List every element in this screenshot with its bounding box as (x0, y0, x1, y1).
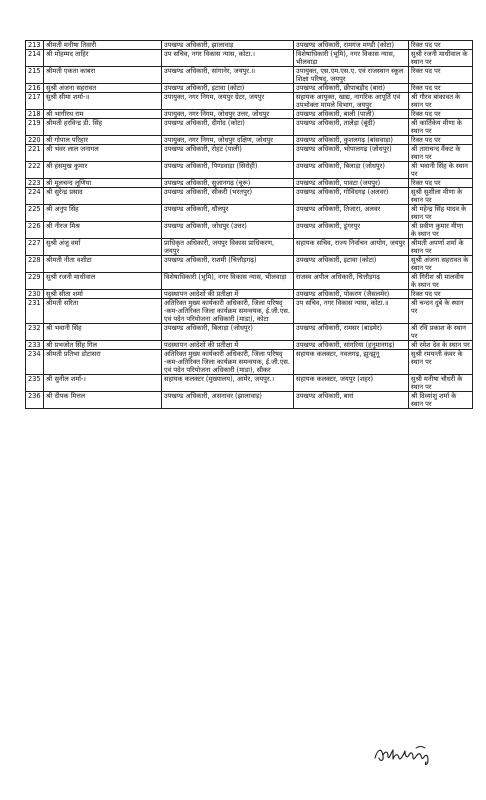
new-posting-cell: विशेषाधिकारी (भूमि), नगर विकास न्यास, भीलवाड़ा (294, 50, 409, 67)
current-posting-cell: उपखण्ड अधिकारी, धौलपुर (162, 205, 294, 222)
row-number-cell: 234 (26, 350, 44, 375)
new-posting-cell: उपखण्ड अधिकारी, बिलाड़ा (जोधपुर) (294, 162, 409, 179)
new-posting-cell: उपखण्ड अधिकारी, भोपालगढ़ (जोधपुर) (294, 145, 409, 162)
row-number-cell: 226 (26, 222, 44, 239)
new-posting-cell: सहायक सचिव, राज्य निर्वाचन आयोग, जयपुर (294, 239, 409, 256)
officer-name-cell: श्री हंसमुख कुमार (44, 162, 162, 179)
row-number-cell: 225 (26, 205, 44, 222)
current-posting-cell: सहायक कलक्टर (मुख्यालय), आमेर, जयपुर.। (162, 375, 294, 392)
current-posting-cell: उपखण्ड अधिकारी, दीगोद (कोटा) (162, 119, 294, 136)
row-number-cell: 224 (26, 188, 44, 205)
new-posting-cell: उपखण्ड अधिकारी, छीपाबड़ौद (बारां) (294, 84, 409, 93)
current-posting-cell: अतिरिक्त मुख्य कार्यकारी अधिकारी, जिला परिषद् -कम-अतिरिक्त जिला कार्यक्रम समन्वयक, ई.जी.एस. एवं पदेन परियोजना अधिकारी (माडा), सीकर (162, 350, 294, 375)
remark-cell: श्रीमती अपर्णा शर्मा के स्थान पर (409, 239, 473, 256)
remark-cell: श्री चन्दन दुबे के स्थान पर (409, 299, 473, 324)
row-number-cell: 232 (26, 324, 44, 341)
table-row (26, 350, 473, 375)
table-row (26, 50, 473, 67)
row-number-cell: 214 (26, 50, 44, 67)
table-row (26, 188, 473, 205)
new-posting-cell: सहायक आयुक्त, खाद्य, नागरिक आपूर्ति एवं उपभोक्ता मामले विभाग, जयपुर (294, 93, 409, 110)
officer-name-cell: श्री प्रभजोत सिंह गिल (44, 341, 162, 350)
officer-name-cell: श्री सुरेन्द्र प्रसाद (44, 188, 162, 205)
row-number-cell: 231 (26, 299, 44, 324)
remark-cell: श्री रवि प्रकाश के स्थान पर (409, 324, 473, 341)
new-posting-cell: उपखण्ड अधिकारी, रामसर (बाड़मेर) (294, 324, 409, 341)
current-posting-cell: उपायुक्त, नगर निगम, जोधपुर उत्तर, जोधपुर (162, 110, 294, 119)
new-posting-cell: उपायुक्त, एस.एम.एस.ए. एवं राजस्थान स्कूल शिक्षा परिषद्, जयपुर (294, 67, 409, 84)
new-posting-cell: सहायक कलक्टर, नवलगढ़, झुन्झुनू (294, 350, 409, 375)
current-posting-cell: उपखण्ड अधिकारी, सांगानेर, जयपुर.॥ (162, 67, 294, 84)
table-row (26, 110, 473, 119)
table-row (26, 84, 473, 93)
table-row (26, 239, 473, 256)
row-number-cell: 233 (26, 341, 44, 350)
current-posting-cell: पदस्थापन आदेशों की प्रतीक्षा में (162, 341, 294, 350)
current-posting-cell: उपखण्ड अधिकारी, राशमी (चित्तौड़गढ़) (162, 256, 294, 273)
row-number-cell: 213 (26, 41, 44, 50)
remark-cell: रिक्त पद पर (409, 84, 473, 93)
remark-cell: रिक्त पद पर (409, 179, 473, 188)
remark-cell: सुश्री अंजना सहरावत के स्थान पर (409, 256, 473, 273)
current-posting-cell: उपखण्ड अधिकारी, सुजानगढ़ (चूरू) (162, 179, 294, 188)
new-posting-cell: राजस्व अपील अधिकारी, चित्तौड़गढ़ (294, 273, 409, 290)
remark-cell: रिक्त पद पर (409, 290, 473, 299)
remark-cell: रिक्त पद पर (409, 41, 473, 50)
table-row (26, 341, 473, 350)
table-row (26, 67, 473, 84)
transfer-table (25, 40, 473, 409)
remark-cell: रिक्त पद पर (409, 136, 473, 145)
officer-name-cell: श्री मोहम्मद ताहिर (44, 50, 162, 67)
new-posting-cell: उपखण्ड अधिकारी, डूंगरपुर (294, 222, 409, 239)
transfer-order-sheet (25, 40, 472, 409)
current-posting-cell: पदस्थापन आदेशों की प्रतीक्षा में (162, 290, 294, 299)
new-posting-cell: उपखण्ड अधिकारी, तिजारा, अलवर (294, 205, 409, 222)
remark-cell: श्री महेन्द्र सिंह यादव के स्थान पर (409, 205, 473, 222)
remark-cell: रिक्त पद पर (409, 110, 473, 119)
current-posting-cell: उपखण्ड अधिकारी, झालावाड़ (162, 41, 294, 50)
officer-name-cell: श्रीमती नीता वशीटा (44, 256, 162, 273)
officer-name-cell: श्री गोपाल परिहार (44, 136, 162, 145)
current-posting-cell: उपखण्ड अधिकारी, असनावर (झालावाड़) (162, 392, 294, 409)
new-posting-cell: सहायक कलक्टर, जयपुर (शहर) (294, 375, 409, 392)
remark-cell: श्री गौरव बांकावत के स्थान पर (409, 93, 473, 110)
new-posting-cell: उपखण्ड अधिकारी, इटावा (कोटा) (294, 256, 409, 273)
new-posting-cell: उपखण्ड अधिकारी, रामगंज मण्डी (कोटा) (294, 41, 409, 50)
remark-cell: श्री गिरीश श्री मालवीय के स्थान पर (409, 273, 473, 290)
remark-cell: श्री ताराचन्द वैंकट के स्थान पर (409, 145, 473, 162)
new-posting-cell: उपखण्ड अधिकारी, कुशलगढ़ (बांसवाड़ा) (294, 136, 409, 145)
row-number-cell: 228 (26, 256, 44, 273)
new-posting-cell: उप सचिव, नगर विकास न्यास, कोटा.॥ (294, 299, 409, 324)
officer-name-cell: श्री मूलचन्द लूणिया (44, 179, 162, 188)
table-row (26, 256, 473, 273)
row-number-cell: 217 (26, 93, 44, 110)
remark-cell: श्री कार्तिकेय मीणा के स्थान पर (409, 119, 473, 136)
officer-name-cell: श्रीमती मनीषा तिवारी (44, 41, 162, 50)
table-row (26, 179, 473, 188)
table-row (26, 375, 473, 392)
officer-name-cell: श्री भागीरथ राम (44, 110, 162, 119)
officer-name-cell: श्री दीपक मित्तल (44, 392, 162, 409)
remark-cell: सुश्री मनीषा चौधरी के स्थान पर (409, 375, 473, 392)
table-row (26, 299, 473, 324)
row-number-cell: 222 (26, 162, 44, 179)
remark-cell: सुश्री रमयन्ती कंवर के स्थान पर (409, 350, 473, 375)
table-row (26, 392, 473, 409)
current-posting-cell: उप सचिव, नगर विकास न्यास, कोटा.। (162, 50, 294, 67)
officer-name-cell: श्री अनुप सिंह (44, 205, 162, 222)
new-posting-cell: उपखण्ड अधिकारी, तालेड़ा (बूंदी) (294, 119, 409, 136)
row-number-cell: 215 (26, 67, 44, 84)
new-posting-cell: उपखण्ड अधिकारी, गोविंदगढ़ (अलवर) (294, 188, 409, 205)
remark-cell: श्री प्रवीण कुमार मीणा के स्थान पर (409, 222, 473, 239)
current-posting-cell: उपायुक्त, नगर निगम, जयपुर ग्रेटर, जयपुर (162, 93, 294, 110)
current-posting-cell: उपायुक्त, नगर निगम, जोधपुर दक्षिण, जोधपुर (162, 136, 294, 145)
officer-name-cell: सुश्री रजनी माधीवाल (44, 273, 162, 290)
officer-name-cell: सुश्री अंजना सहरावत (44, 84, 162, 93)
transfer-table-body (26, 41, 473, 409)
officer-name-cell: सुश्री अंजु वर्मा (44, 239, 162, 256)
remark-cell: रिक्त पद पर (409, 67, 473, 84)
row-number-cell: 219 (26, 119, 44, 136)
new-posting-cell: उपखण्ड अधिकारी, बारां (294, 392, 409, 409)
row-number-cell: 235 (26, 375, 44, 392)
remark-cell: सुश्री रजनी माधीवाल के स्थान पर (409, 50, 473, 67)
table-row (26, 93, 473, 110)
row-number-cell: 230 (26, 290, 44, 299)
row-number-cell: 229 (26, 273, 44, 290)
table-row (26, 222, 473, 239)
table-row (26, 41, 473, 50)
row-number-cell: 221 (26, 145, 44, 162)
row-number-cell: 216 (26, 84, 44, 93)
current-posting-cell: अतिरिक्त मुख्य कार्यकारी अधिकारी, जिला परिषद् -कम-अतिरिक्त जिला कार्यक्रम समन्वयक, ई.जी.एस. एवं पदेन परियोजना अधिकारी (माडा), कोटा (162, 299, 294, 324)
current-posting-cell: उपखण्ड अधिकारी, पिण्डवाड़ा (सिरोही) (162, 162, 294, 179)
table-row (26, 324, 473, 341)
officer-name-cell: सुश्री सीता शर्मा (44, 290, 162, 299)
new-posting-cell: उपखण्ड अधिकारी, पावटा (जयपुर) (294, 179, 409, 188)
row-number-cell: 218 (26, 110, 44, 119)
current-posting-cell: उपखण्ड अधिकारी, बिलाड़ा (जोधपुर) (162, 324, 294, 341)
current-posting-cell: प्राधिकृत अधिकारी, जयपुर विकास प्राधिकरण, जयपुर (162, 239, 294, 256)
current-posting-cell: उपखण्ड अधिकारी, इटावा (कोटा) (162, 84, 294, 93)
row-number-cell: 220 (26, 136, 44, 145)
current-posting-cell: विशेषाधिकारी (भूमि), नगर विकास न्यास, भीलवाड़ा (162, 273, 294, 290)
officer-name-cell: श्री भंवर लाल जनागल (44, 145, 162, 162)
current-posting-cell: उपखण्ड अधिकारी, रोहट (पाली) (162, 145, 294, 162)
new-posting-cell: उपखण्ड अधिकारी, पोकरण (जैसलमेर) (294, 290, 409, 299)
table-row (26, 145, 473, 162)
officer-name-cell: श्री भवानी सिंह (44, 324, 162, 341)
new-posting-cell: उपखण्ड अधिकारी, सांगरिया (हनुमानगढ़) (294, 341, 409, 350)
row-number-cell: 223 (26, 179, 44, 188)
row-number-cell: 227 (26, 239, 44, 256)
table-row (26, 290, 473, 299)
signature-scribble (372, 740, 442, 766)
officer-name-cell: श्रीमती प्रतिभा डोटासरा (44, 350, 162, 375)
officer-name-cell: श्रीमती सरिता (44, 299, 162, 324)
new-posting-cell: उपखण्ड अधिकारी, बाली (पाली) (294, 110, 409, 119)
table-row (26, 205, 473, 222)
current-posting-cell: उपखण्ड अधिकारी, जोधपुर (उत्तर) (162, 222, 294, 239)
table-row (26, 273, 473, 290)
remark-cell: सुश्री सुशीला मीणा के स्थान पर (409, 188, 473, 205)
row-number-cell: 236 (26, 392, 44, 409)
officer-name-cell: श्री सुनील शर्मा-। (44, 375, 162, 392)
officer-name-cell: श्री नीरज मिश्र (44, 222, 162, 239)
remark-cell: श्री रमेश देव के स्थान पर (409, 341, 473, 350)
table-row (26, 119, 473, 136)
officer-name-cell: श्रीमती एकता काबरा (44, 67, 162, 84)
current-posting-cell: उपखण्ड अधिकारी, सीकरी (भरतपुर) (162, 188, 294, 205)
remark-cell: श्री दिव्यांशु शर्मा के स्थान पर (409, 392, 473, 409)
table-row (26, 162, 473, 179)
officer-name-cell: सुश्री सीमा शर्मा-॥ (44, 93, 162, 110)
table-row (26, 136, 473, 145)
remark-cell: श्री भवानी सिंह के स्थान पर (409, 162, 473, 179)
officer-name-cell: श्रीमती हरविन्द्र डी. सिंह (44, 119, 162, 136)
